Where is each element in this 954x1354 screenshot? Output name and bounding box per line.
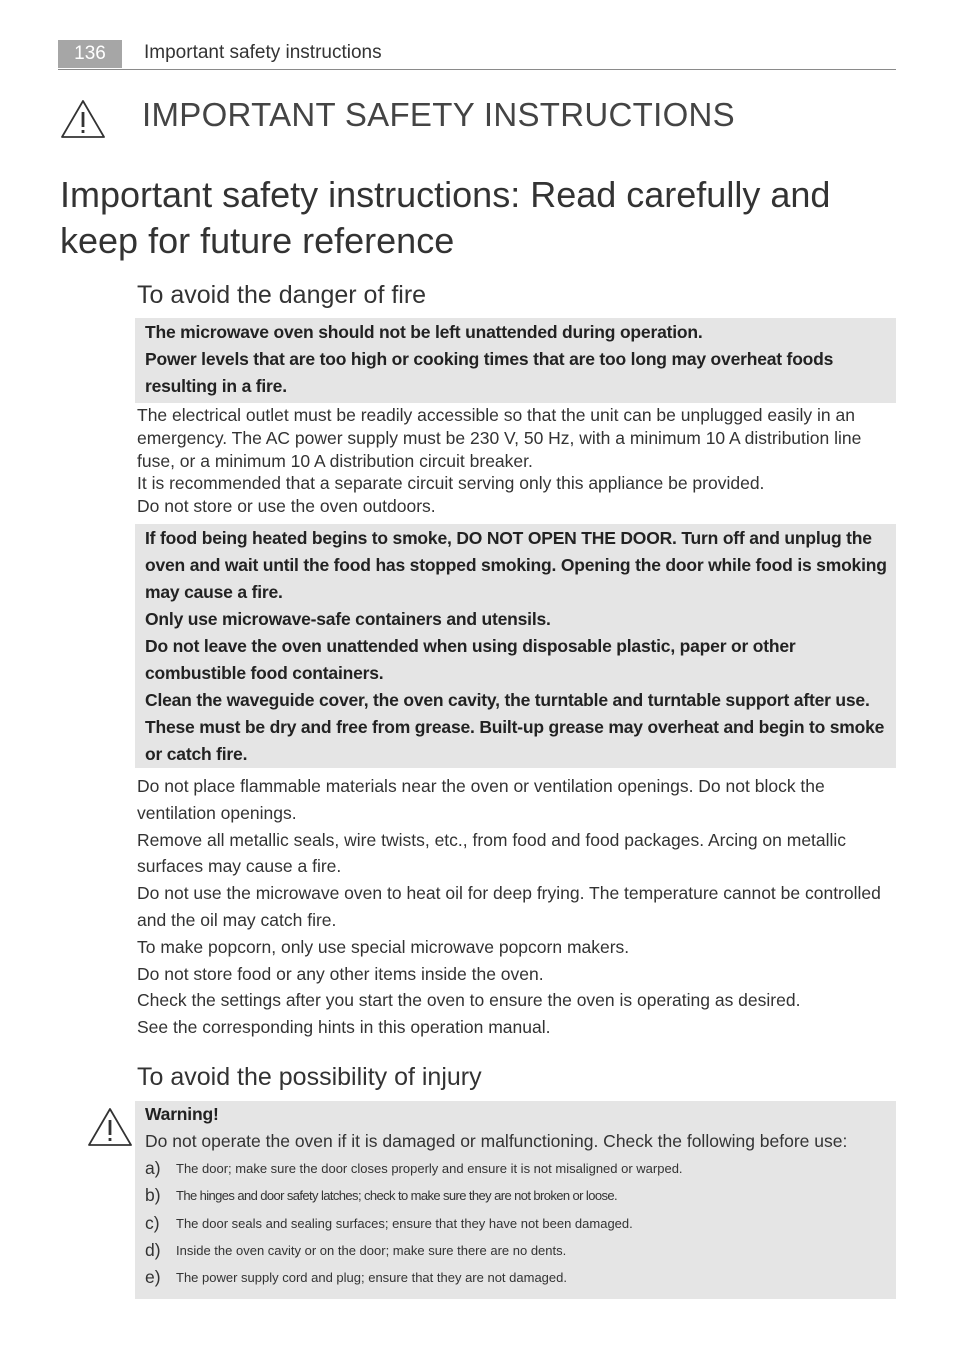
- fire-warning-box-1: [135, 318, 896, 403]
- list-item-text: The door seals and sealing surfaces; ensure that they have not been damaged.: [176, 1215, 633, 1231]
- warning-label: Warning!: [145, 1104, 219, 1124]
- list-item: [145, 1210, 895, 1237]
- list-item-letter: a): [145, 1158, 161, 1178]
- document-title: Important safety instructions: Read carefully and keep for future reference: [60, 174, 831, 261]
- list-item-text: Inside the oven cavity or on the door; make sure there are no dents.: [176, 1242, 567, 1258]
- page-header: [58, 40, 896, 70]
- electrical-requirements: [137, 404, 895, 518]
- body-paragraph: Do not use the microwave oven to heat oil for deep frying. The temperature cannot be controlled and the oil may catch fire.: [137, 883, 881, 930]
- list-item-letter: b): [145, 1185, 161, 1206]
- body-paragraph: To make popcorn, only use special microwave popcorn makers.: [137, 936, 630, 957]
- list-item: [145, 1155, 895, 1182]
- list-item: [145, 1182, 895, 1209]
- body-paragraph: Do not place flammable materials near the oven or ventilation openings. Do not block the ventilation openings.: [137, 776, 825, 823]
- injury-intro: Do not operate the oven if it is damaged or malfunctioning. Check the following before use:: [145, 1131, 848, 1151]
- fire-warning-box-2: [135, 524, 896, 768]
- list-item: [145, 1237, 895, 1264]
- list-item-text: The hinges and door safety latches; check to make sure they are not broken or loose.: [176, 1188, 617, 1204]
- list-item-text: The door; make sure the door closes properly and ensure it is not misaligned or warped.: [176, 1161, 683, 1176]
- list-item-letter: c): [145, 1212, 160, 1233]
- list-item-letter: d): [145, 1239, 161, 1260]
- body-paragraph: It is recommended that a separate circuit serving only this appliance be provided.: [137, 473, 765, 494]
- warning-triangle-icon: [87, 1107, 133, 1147]
- section-heading-injury: To avoid the possibility of injury: [137, 1063, 482, 1091]
- list-item-letter: e): [145, 1267, 161, 1288]
- section-heading-fire: To avoid the danger of fire: [137, 281, 427, 309]
- body-paragraph: See the corresponding hints in this operation manual.: [137, 1017, 551, 1038]
- body-paragraph: Do not store or use the oven outdoors.: [137, 496, 436, 517]
- fire-warning-line: If food being heated begins to smoke, DO NOT OPEN THE DOOR. Turn off and unplug the oven and wait until the food has stopped smoking. Opening the door while food is smoking may cause a fire.: [145, 528, 887, 602]
- body-paragraph: The electrical outlet must be readily accessible so that the unit can be unplugged easily in an emergency. The AC power supply must be 230 V, 50 Hz, with a minimum 10 A distribution line fuse, or a minimum 10 A distribution circuit breaker.: [137, 405, 862, 471]
- main-title: IMPORTANT SAFETY INSTRUCTIONS: [142, 96, 735, 133]
- injury-warning-box: [135, 1101, 896, 1299]
- list-item-text: The power supply cord and plug; ensure that they are not damaged.: [176, 1270, 567, 1286]
- fire-warning-line: Do not leave the oven unattended when using disposable plastic, paper or other combustible food containers.: [145, 636, 796, 683]
- warning-triangle-icon: [60, 99, 106, 139]
- fire-warning-line: Only use microwave-safe containers and utensils.: [145, 609, 551, 629]
- fire-warning-line: Power levels that are too high or cooking times that are too long may overheat foods resulting in a fire.: [145, 349, 834, 396]
- list-item: [145, 1264, 895, 1291]
- header-title: Important safety instructions: [144, 42, 382, 63]
- fire-warning-line: The microwave oven should not be left unattended during operation.: [145, 322, 703, 342]
- body-paragraph: Remove all metallic seals, wire twists, etc., from food and food packages. Arcing on metallic surfaces may cause a fire.: [137, 829, 847, 877]
- body-paragraph: Check the settings after you start the oven to ensure the oven is operating as desired.: [137, 990, 801, 1011]
- fire-warning-line: Clean the waveguide cover, the oven cavity, the turntable and turntable support after use. These must be dry and free from grease. Built-up grease may overheat and begin to smoke or catch fire.: [145, 690, 885, 764]
- page-number: 136: [58, 40, 122, 68]
- body-paragraph: Do not store food or any other items inside the oven.: [137, 963, 544, 984]
- fire-precautions: [137, 773, 895, 1041]
